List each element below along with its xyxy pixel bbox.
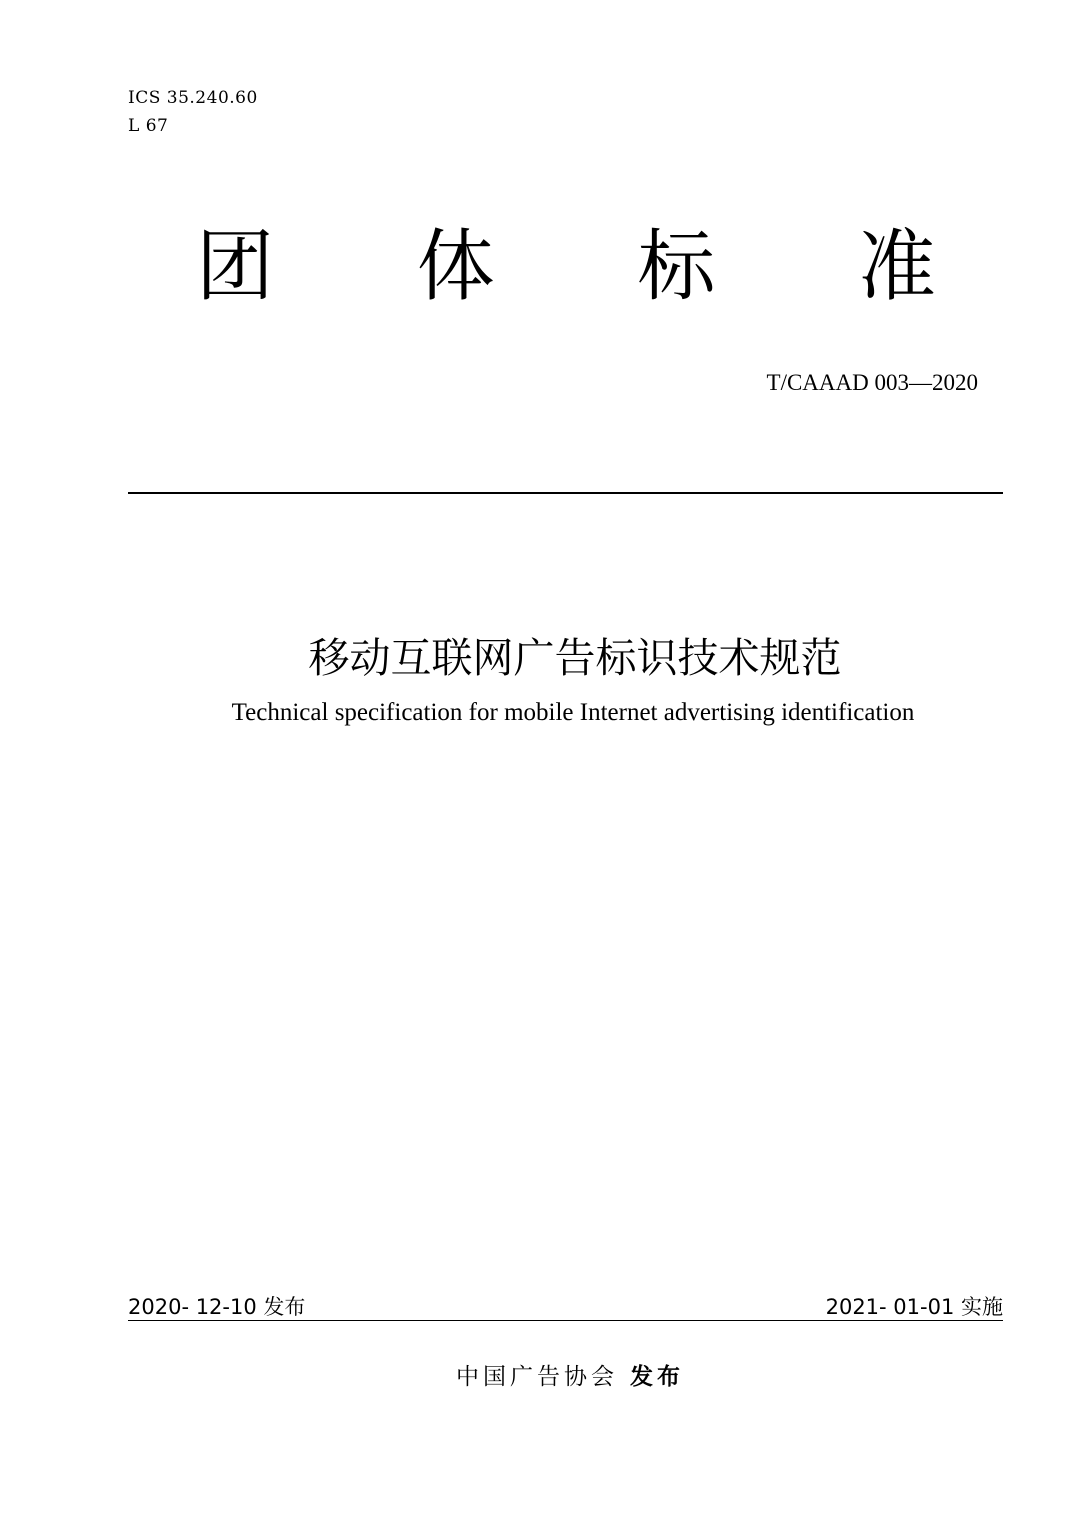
ccs-code: L 67 — [128, 116, 169, 136]
standard-type-char-3: 标 — [637, 222, 716, 312]
document-title-english: Technical specification for mobile Internet advertising identification — [231, 699, 915, 726]
bottom-divider — [128, 1320, 1003, 1321]
issue-date: 2020- 12-10 发布 — [128, 1295, 306, 1319]
standard-type-heading — [196, 222, 936, 312]
publisher-name: 中国广告协会 — [456, 1364, 618, 1390]
standard-type-char-4: 准 — [857, 222, 936, 312]
standard-type-char-2: 体 — [416, 222, 495, 312]
classification-codes — [128, 84, 258, 140]
document-title-chinese: 移动互联网广告标识技术规范 — [308, 634, 842, 682]
effective-date: 2021- 01-01 实施 — [825, 1295, 1003, 1319]
top-divider — [128, 492, 1003, 494]
standard-number: T/CAAAD 003—2020 — [766, 370, 978, 395]
standard-type-char-1: 团 — [196, 222, 275, 312]
publisher-verb: 发布 — [630, 1364, 684, 1390]
publisher-line — [0, 1360, 1080, 1394]
ics-code: ICS 35.240.60 — [128, 88, 258, 108]
